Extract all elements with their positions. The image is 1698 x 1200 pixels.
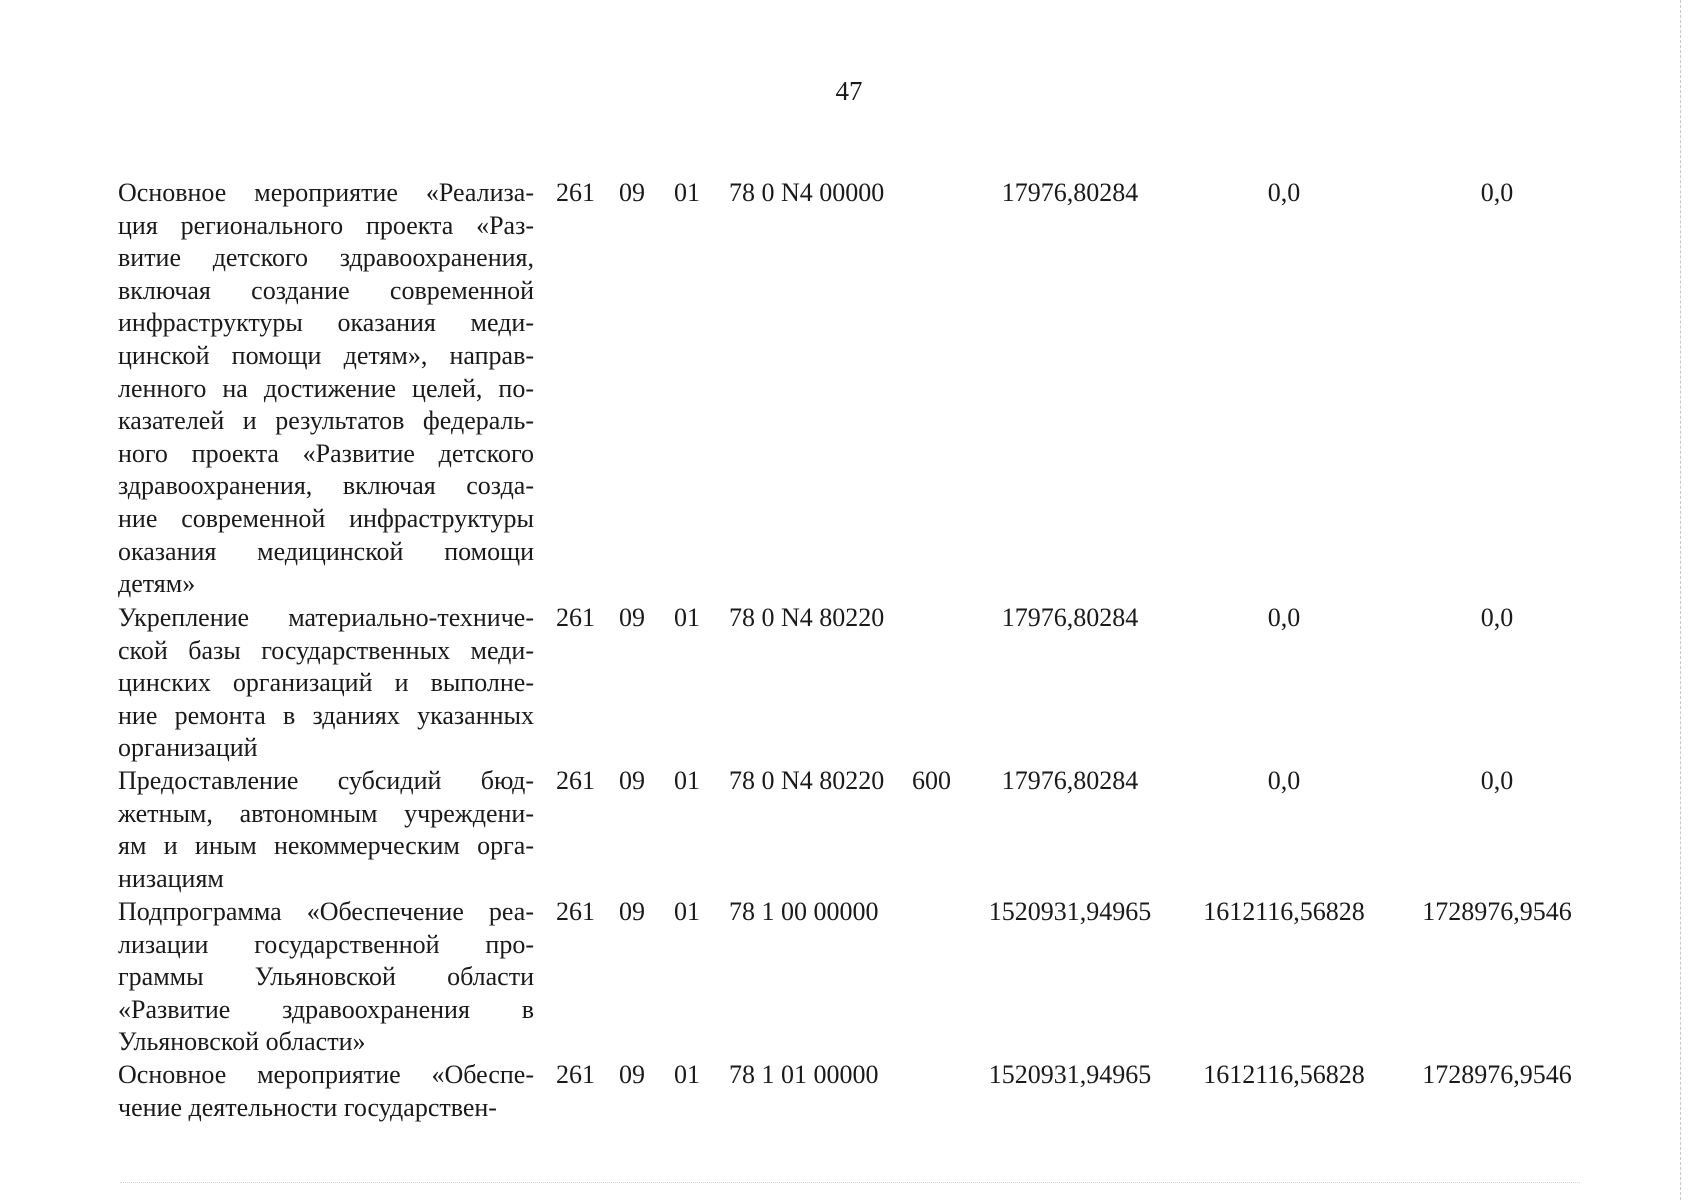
section-code-cell: 09 bbox=[619, 766, 645, 795]
description-line: Подпрограмма «Обеспечение реа- bbox=[118, 897, 534, 926]
code-ved-cell: 261 bbox=[556, 897, 595, 926]
description-line: здравоохранения, включая созда- bbox=[118, 471, 534, 501]
amount-year-3-cell: 0,0 bbox=[1480, 766, 1514, 795]
page-number: 47 bbox=[835, 76, 863, 106]
description-line: инфраструктуры оказания меди- bbox=[118, 308, 534, 338]
section-code-cell: 09 bbox=[619, 1060, 645, 1089]
description-line: включая создание современной bbox=[118, 275, 534, 305]
description-line: Ульяновской области» bbox=[118, 1027, 366, 1057]
amount-year-2-cell: 1612116,56828 bbox=[1203, 1060, 1365, 1089]
description-line: оказания медицинской помощи bbox=[118, 536, 534, 566]
amount-year-3-cell: 1728976,9546 bbox=[1422, 897, 1572, 926]
target-article-cell: 78 1 01 00000 bbox=[729, 1060, 879, 1089]
description-line: цинской помощи детям», направ- bbox=[118, 340, 534, 370]
expense-type-cell: 600 bbox=[912, 766, 951, 795]
amount-year-2-cell: 0,0 bbox=[1267, 603, 1301, 632]
amount-year-1-cell: 17976,80284 bbox=[1001, 178, 1139, 207]
description-line: лизации государственной про- bbox=[118, 929, 534, 959]
scan-bottom-line bbox=[120, 1182, 1580, 1183]
amount-year-1-cell: 17976,80284 bbox=[1001, 603, 1139, 632]
amount-year-3-cell: 1728976,9546 bbox=[1422, 1060, 1572, 1089]
row-description bbox=[118, 177, 534, 601]
target-article-cell: 78 1 00 00000 bbox=[729, 897, 879, 926]
row-description bbox=[118, 1059, 534, 1124]
description-line: Предоставление субсидий бюд- bbox=[118, 766, 534, 795]
description-line: организаций bbox=[118, 733, 258, 763]
description-line: чение деятельности государствен- bbox=[118, 1092, 497, 1122]
subsection-code-cell: 01 bbox=[674, 178, 700, 207]
subsection-code-cell: 01 bbox=[674, 897, 700, 926]
target-article-cell: 78 0 N4 80220 bbox=[729, 603, 885, 632]
description-line: жетным, автономным учреждени- bbox=[118, 798, 534, 828]
amount-year-3-cell: 0,0 bbox=[1480, 178, 1514, 207]
amount-year-2-cell: 0,0 bbox=[1267, 766, 1301, 795]
row-description bbox=[118, 765, 534, 895]
code-ved-cell: 261 bbox=[556, 603, 595, 632]
amount-year-2-cell: 0,0 bbox=[1267, 178, 1301, 207]
description-line: казателей и результатов федераль- bbox=[118, 406, 534, 436]
description-line: «Развитие здравоохранения в bbox=[118, 994, 534, 1024]
subsection-code-cell: 01 bbox=[674, 1060, 700, 1089]
target-article-cell: 78 0 N4 80220 bbox=[729, 766, 885, 795]
description-line: низациям bbox=[118, 863, 224, 893]
description-line: ного проекта «Развитие детского bbox=[118, 438, 534, 468]
description-line: ленного на достижение целей, по- bbox=[118, 373, 534, 403]
description-line: Основное мероприятие «Обеспе- bbox=[118, 1060, 534, 1089]
target-article-cell: 78 0 N4 00000 bbox=[729, 178, 885, 207]
row-description bbox=[118, 602, 534, 765]
description-line: детям» bbox=[118, 569, 196, 599]
code-ved-cell: 261 bbox=[556, 1060, 595, 1089]
description-line: витие детского здравоохранения, bbox=[118, 243, 534, 273]
amount-year-1-cell: 1520931,94965 bbox=[988, 897, 1152, 926]
subsection-code-cell: 01 bbox=[674, 766, 700, 795]
section-code-cell: 09 bbox=[619, 178, 645, 207]
description-line: ние ремонта в зданиях указанных bbox=[118, 700, 534, 730]
amount-year-1-cell: 17976,80284 bbox=[1001, 766, 1139, 795]
amount-year-3-cell: 0,0 bbox=[1480, 603, 1514, 632]
code-ved-cell: 261 bbox=[556, 766, 595, 795]
scan-edge-line bbox=[1680, 0, 1682, 1200]
code-ved-cell: 261 bbox=[556, 178, 595, 207]
description-line: Укрепление материально-техниче- bbox=[118, 603, 534, 632]
subsection-code-cell: 01 bbox=[674, 603, 700, 632]
description-line: граммы Ульяновской области bbox=[118, 962, 534, 992]
amount-year-1-cell: 1520931,94965 bbox=[988, 1060, 1152, 1089]
description-line: ция регионального проекта «Раз- bbox=[118, 210, 534, 240]
amount-year-2-cell: 1612116,56828 bbox=[1203, 897, 1365, 926]
section-code-cell: 09 bbox=[619, 603, 645, 632]
description-line: цинских организаций и выполне- bbox=[118, 668, 534, 698]
description-line: ние современной инфраструктуры bbox=[118, 503, 534, 533]
description-line: ям и иным некоммерческим орга- bbox=[118, 831, 534, 861]
row-description bbox=[118, 896, 534, 1059]
description-line: ской базы государственных меди- bbox=[118, 635, 534, 665]
description-line: Основное мероприятие «Реализа- bbox=[118, 178, 534, 207]
section-code-cell: 09 bbox=[619, 897, 645, 926]
